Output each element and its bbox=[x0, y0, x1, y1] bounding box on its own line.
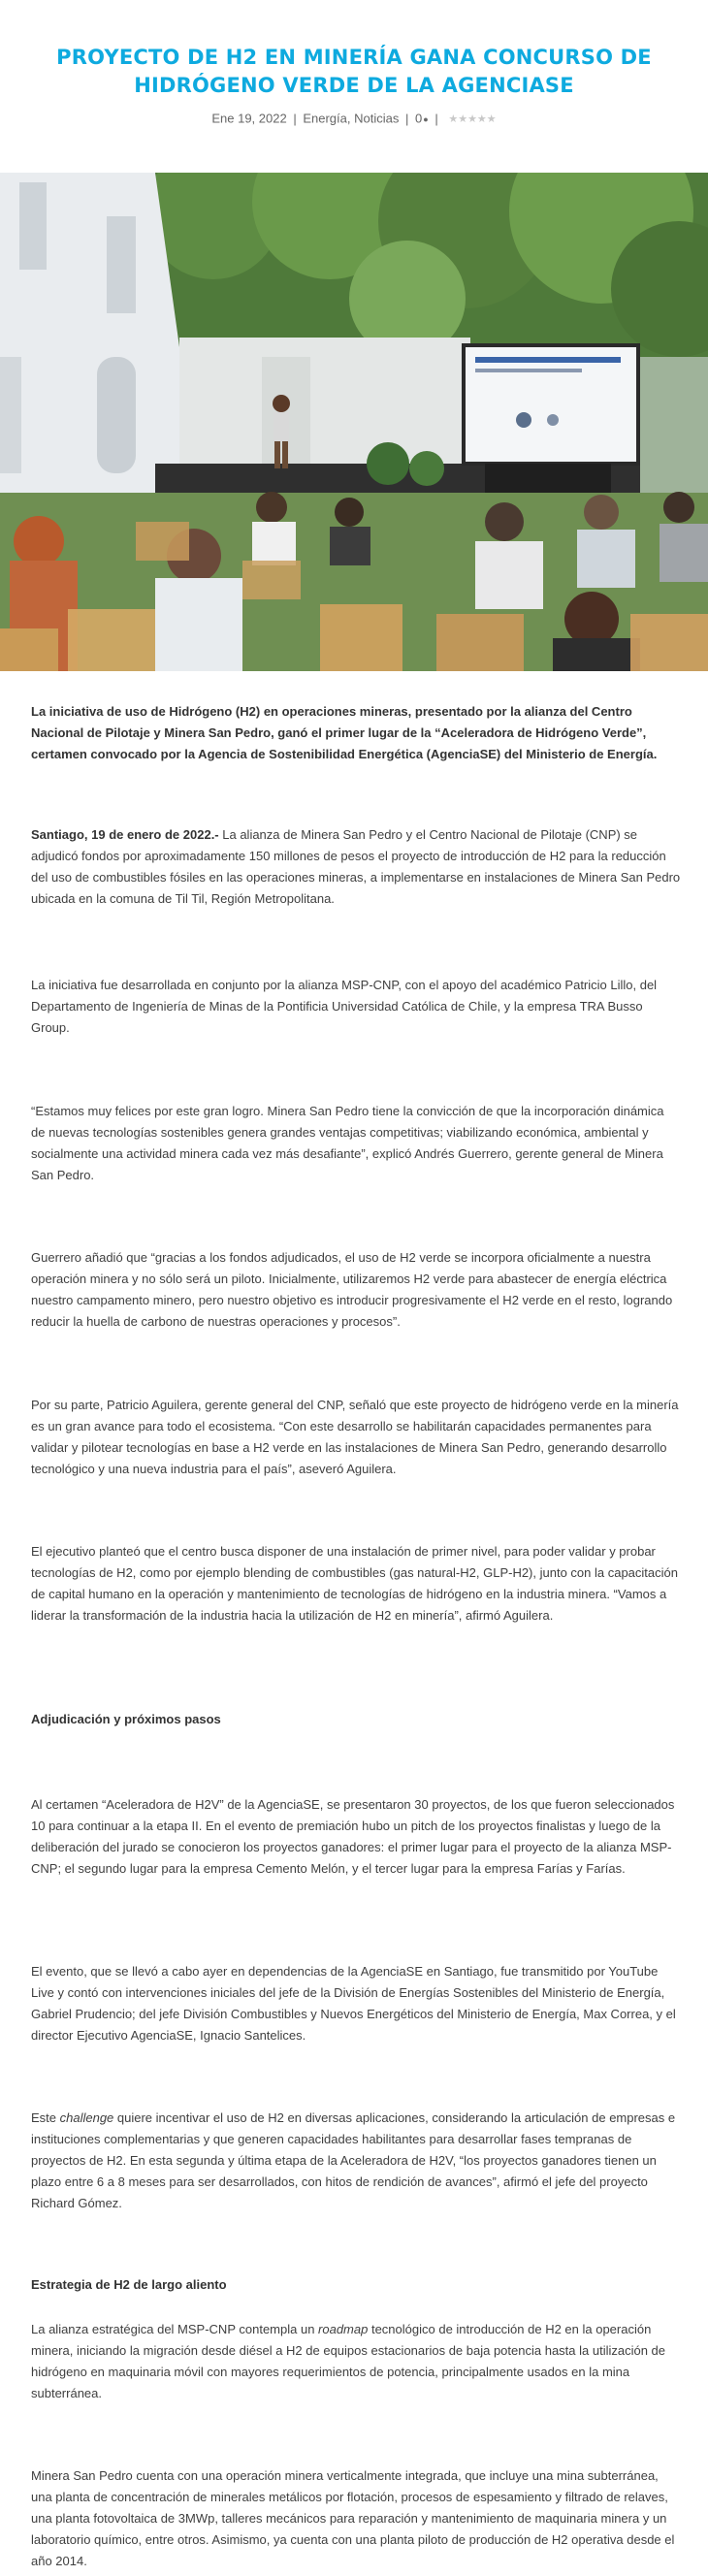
paragraph-1-text: La alianza de Minera San Pedro y el Centro Nacional de Pilotaje (CNP) se adjudicó fondos por aproximadamente 150 millones de pesos el proyecto de introducción de H2 para la reducción del uso de combustibles fósiles en las operaciones mineras, a implementarse en instalaciones de Minera San Pedro ubicada en la comuna de Til Til, Región Metropolitana. bbox=[31, 827, 681, 906]
paragraph-10-end: tecnológico de introducción de H2 en la operación minera, iniciando la migración desde diésel a H2 de equipos estacionarios de baja potencia hasta la utilización de hidrógeno en maquinaria móvil con mayores requerimientos de potencia, principalmente usados en la mina subterránea. bbox=[31, 2322, 666, 2400]
meta-separator: | bbox=[293, 111, 297, 126]
subheading-adjudicacion: Adjudicación y próximos pasos bbox=[31, 1712, 221, 1726]
comment-count: 0 bbox=[415, 111, 423, 126]
article-header bbox=[0, 0, 708, 128]
paragraph-11: Minera San Pedro cuenta con una operación minera verticalmente integrada, que incluye una mina subterránea, una planta de concentración de minerales metálicos por flotación, procesos de espesamiento y filtrado de relaves, una planta fotovoltaica de 3MWp, talleres mecánicos para reparación y mantenimiento de maquinaria minera y un laboratorio químico, entre otros. Asimismo, ya cuenta con una planta piloto de producción de H2 operativa desde el año 2014. bbox=[31, 2468, 675, 2568]
paragraph-10 bbox=[31, 2319, 681, 2404]
paragraph-1 bbox=[31, 824, 681, 910]
comment-bubble-icon: ● bbox=[423, 113, 429, 124]
paragraph-6: El ejecutivo planteó que el centro busca disponer de una instalación de primer nivel, para poder validar y probar tecnologías de H2, como por ejemplo blending de combustibles (gas natural-H2, GLP-H2), junto con la capacitación de capital humano en la operación y mantenimiento de tecnologías de hidrógeno en la industria minera. “Vamos a liderar la transformación de la industria hacia la utilización de H2 en minería”, afirmó Aguilera. bbox=[31, 1544, 678, 1623]
paragraph-5: Por su parte, Patricio Aguilera, gerente general del CNP, señaló que este proyecto de hidrógeno verde en la minería es un gran avance para todo el ecosistema. “Con este desarrollo se habilitarán capacidades permanentes para validar y pilotear tecnologías en base a H2 verde en las instalaciones de Minera San Pedro, generando desarrollo tecnológico y una nueva industria para el país”, aseveró Aguilera. bbox=[31, 1398, 679, 1476]
paragraph-10-emphasis: roadmap bbox=[318, 2322, 369, 2336]
paragraph-4: Guerrero añadió que “gracias a los fondos adjudicados, el uso de H2 verde se incorpora oficialmente a nuestra operación minera y no sólo será un piloto. Inicialmente, utilizaremos H2 verde para abastecer de energía eléctrica nuestro campamento minero, pero nuestro objetivo es introducir progresivamente el H2 verde en el resto, logrando reducir la huella de carbono de nuestras operaciones y procesos”. bbox=[31, 1250, 673, 1329]
rating-stars-icon[interactable]: ★★★★★ bbox=[448, 113, 497, 125]
hero-image bbox=[0, 173, 708, 671]
meta-separator-3: | bbox=[434, 111, 438, 126]
meta-separator-2: | bbox=[405, 111, 409, 126]
paragraph-7: Al certamen “Aceleradora de H2V” de la AgenciaSE, se presentaron 30 proyectos, de los que fueron seleccionados 10 para continuar a la etapa II. En el evento de premiación hubo un pitch de los proyectos finalistas y luego de la deliberación del jurado se conocieron los proyectos ganadores: el primer lugar para el proyecto de la alianza MSP-CNP; el segundo lugar para la empresa Cemento Melón, y el tercer lugar para la empresa Farías y Farías. bbox=[31, 1797, 675, 1876]
paragraph-9-start: Este bbox=[31, 2110, 60, 2125]
paragraph-10-start: La alianza estratégica del MSP-CNP contempla un bbox=[31, 2322, 319, 2336]
article-title: PROYECTO DE H2 EN MINERÍA GANA CONCURSO DE HIDRÓGENO VERDE DE LA AGENCIASE bbox=[56, 46, 652, 97]
paragraph-9 bbox=[31, 2108, 681, 2214]
paragraph-3: “Estamos muy felices por este gran logro. Minera San Pedro tiene la convicción de que la incorporación dinámica de nuevas tecnologías sostenibles genera grandes ventajas competitivas; viabilizando económica, ambiental y socialmente una actividad minera cada vez más desafiante”, explicó Andrés Guerrero, gerente general de Minera San Pedro. bbox=[31, 1104, 664, 1182]
post-meta bbox=[39, 110, 669, 128]
paragraph-9-end: quiere incentivar el uso de H2 en diversas aplicaciones, considerando la articulación de empresas e instituciones complementarias y que generen capacidades habilitantes para desarrollar fases tempranas de proyectos de H2. En esta segunda y última etapa de la Aceleradora de H2V, “los proyectos ganadores tienen un plazo entre 6 a 8 meses para ser desarrollados, con hitos de rendición de avances”, afirmó el jefe del proyecto Richard Gómez. bbox=[31, 2110, 676, 2210]
category-comma: , bbox=[346, 111, 351, 126]
lead-paragraph: La iniciativa de uso de Hidrógeno (H2) en operaciones mineras, presentado por la alianza del Centro Nacional de Pilotaje y Minera San Pedro, ganó el primer lugar de la “Aceleradora de Hidrógeno Verde”, certamen convocado por la Agencia de Sostenibilidad Energética (AgenciaSE) del Ministerio de Energía. bbox=[31, 704, 658, 761]
hero-event-photo bbox=[0, 173, 708, 671]
post-date: Ene 19, 2022 bbox=[211, 111, 287, 126]
paragraph-9-emphasis: challenge bbox=[59, 2110, 114, 2125]
dateline: Santiago, 19 de enero de 2022.- bbox=[31, 827, 219, 842]
paragraph-8: El evento, que se llevó a cabo ayer en dependencias de la AgenciaSE en Santiago, fue transmitido por YouTube Live y contó con intervenciones iniciales del jefe de la División de Energías Sostenibles del Ministerio de Energía, Gabriel Prudencio; del jefe División Combustibles y Nuevos Energéticos del Ministerio de Energía, Max Correa, y el director Ejecutivo AgenciaSE, Ignacio Santelices. bbox=[31, 1964, 676, 2043]
category-link-noticias[interactable]: Noticias bbox=[354, 111, 400, 126]
paragraph-2: La iniciativa fue desarrollada en conjunto por la alianza MSP-CNP, con el apoyo del académico Patricio Lillo, del Departamento de Ingeniería de Minas de la Pontificia Universidad Católica de Chile, y la empresa TRA Busso Group. bbox=[31, 978, 658, 1035]
comments-link[interactable] bbox=[415, 111, 429, 125]
subheading-estrategia: Estrategia de H2 de largo aliento bbox=[31, 2277, 227, 2292]
category-link-energia[interactable]: Energía bbox=[303, 111, 347, 126]
